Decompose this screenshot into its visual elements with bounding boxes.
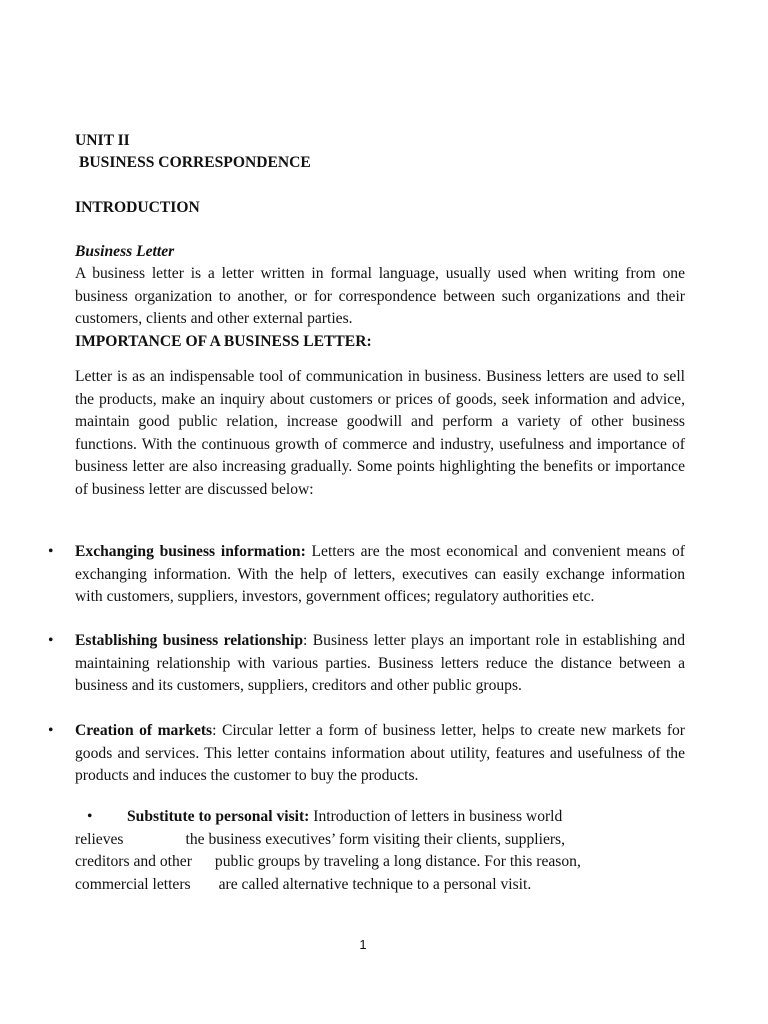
- substitute-line-3-start: creditors and other: [75, 853, 192, 870]
- substitute-line-3-end: public groups by traveling a long distance. For this reason,: [214, 853, 581, 870]
- substitute-line-4-end: are called alternative technique to a personal visit.: [218, 875, 532, 893]
- intro-heading: INTRODUCTION: [75, 199, 200, 216]
- importance-paragraph: Letter is as an indispensable tool of communication in business. Business letters are used to sell the products, make an inquiry about customers or prices of goods, seek information and advice, maintain good public relation, increase goodwill and perform a variety of other business functions. With the continuous growth of commerce and industry, usefulness and importance of business letter are also increasing gradually. Some points highlighting the benefits or importance of business letter are discussed below:: [75, 368, 685, 498]
- bullet-title: Creation of markets: [75, 722, 213, 739]
- page-number: 1: [359, 937, 367, 952]
- substitute-line-1: [75, 806, 685, 829]
- substitute-line-2: [75, 829, 685, 852]
- bullet-title: Substitute to personal visit:: [127, 808, 310, 825]
- unit-label: UNIT II: [75, 132, 130, 149]
- bullet-title: Establishing business relationship: [75, 632, 304, 649]
- bullet-creation-of-markets: [75, 720, 685, 788]
- substitute-line-1-text: Introduction of letters in business world: [313, 808, 563, 825]
- bullet-text: : Business letter plays an important role in establishing and maintaining relationship with various parties. Business letters reduce the distance between a business and its customers, suppliers, creditors and other public groups.: [75, 632, 685, 694]
- bullet-exchanging-information: [75, 541, 685, 609]
- chapter-title: BUSINESS CORRESPONDENCE: [79, 154, 311, 171]
- bullet-substitute-personal-visit: [75, 806, 685, 896]
- bullet-text: : Circular letter a form of business letter, helps to create new markets for goods and services. This letter contains information about utility, features and usefulness of the products and induces the customer to buy the products.: [75, 722, 686, 784]
- importance-heading: IMPORTANCE OF A BUSINESS LETTER:: [75, 333, 372, 350]
- bullet-text: Letters are the most economical and convenient means of exchanging information. With the help of letters, executives can easily exchange information with customers, suppliers, investors, government offices; regulatory authorities etc.: [75, 543, 685, 605]
- bullet-marker: •: [48, 543, 54, 560]
- business-letter-heading: Business Letter: [75, 243, 175, 260]
- bullet-marker: •: [87, 808, 93, 825]
- substitute-line-4: [75, 874, 685, 897]
- bullet-marker: •: [48, 722, 54, 739]
- substitute-line-2-end: the business executives’ form visiting their clients, suppliers,: [185, 830, 566, 848]
- substitute-line-3: [75, 851, 685, 874]
- substitute-line-4-start: commercial letters: [75, 875, 191, 893]
- substitute-line-2-start: relieves: [75, 830, 124, 848]
- bullet-title: Exchanging business information:: [75, 543, 306, 560]
- business-letter-paragraph: A business letter is a letter written in formal language, usually used when writing from one business organization to another, or for correspondence between such organizations and their customers, clients and other external parties.: [75, 265, 685, 327]
- bullet-marker: •: [48, 632, 54, 649]
- bullet-establishing-relationship: [75, 630, 685, 698]
